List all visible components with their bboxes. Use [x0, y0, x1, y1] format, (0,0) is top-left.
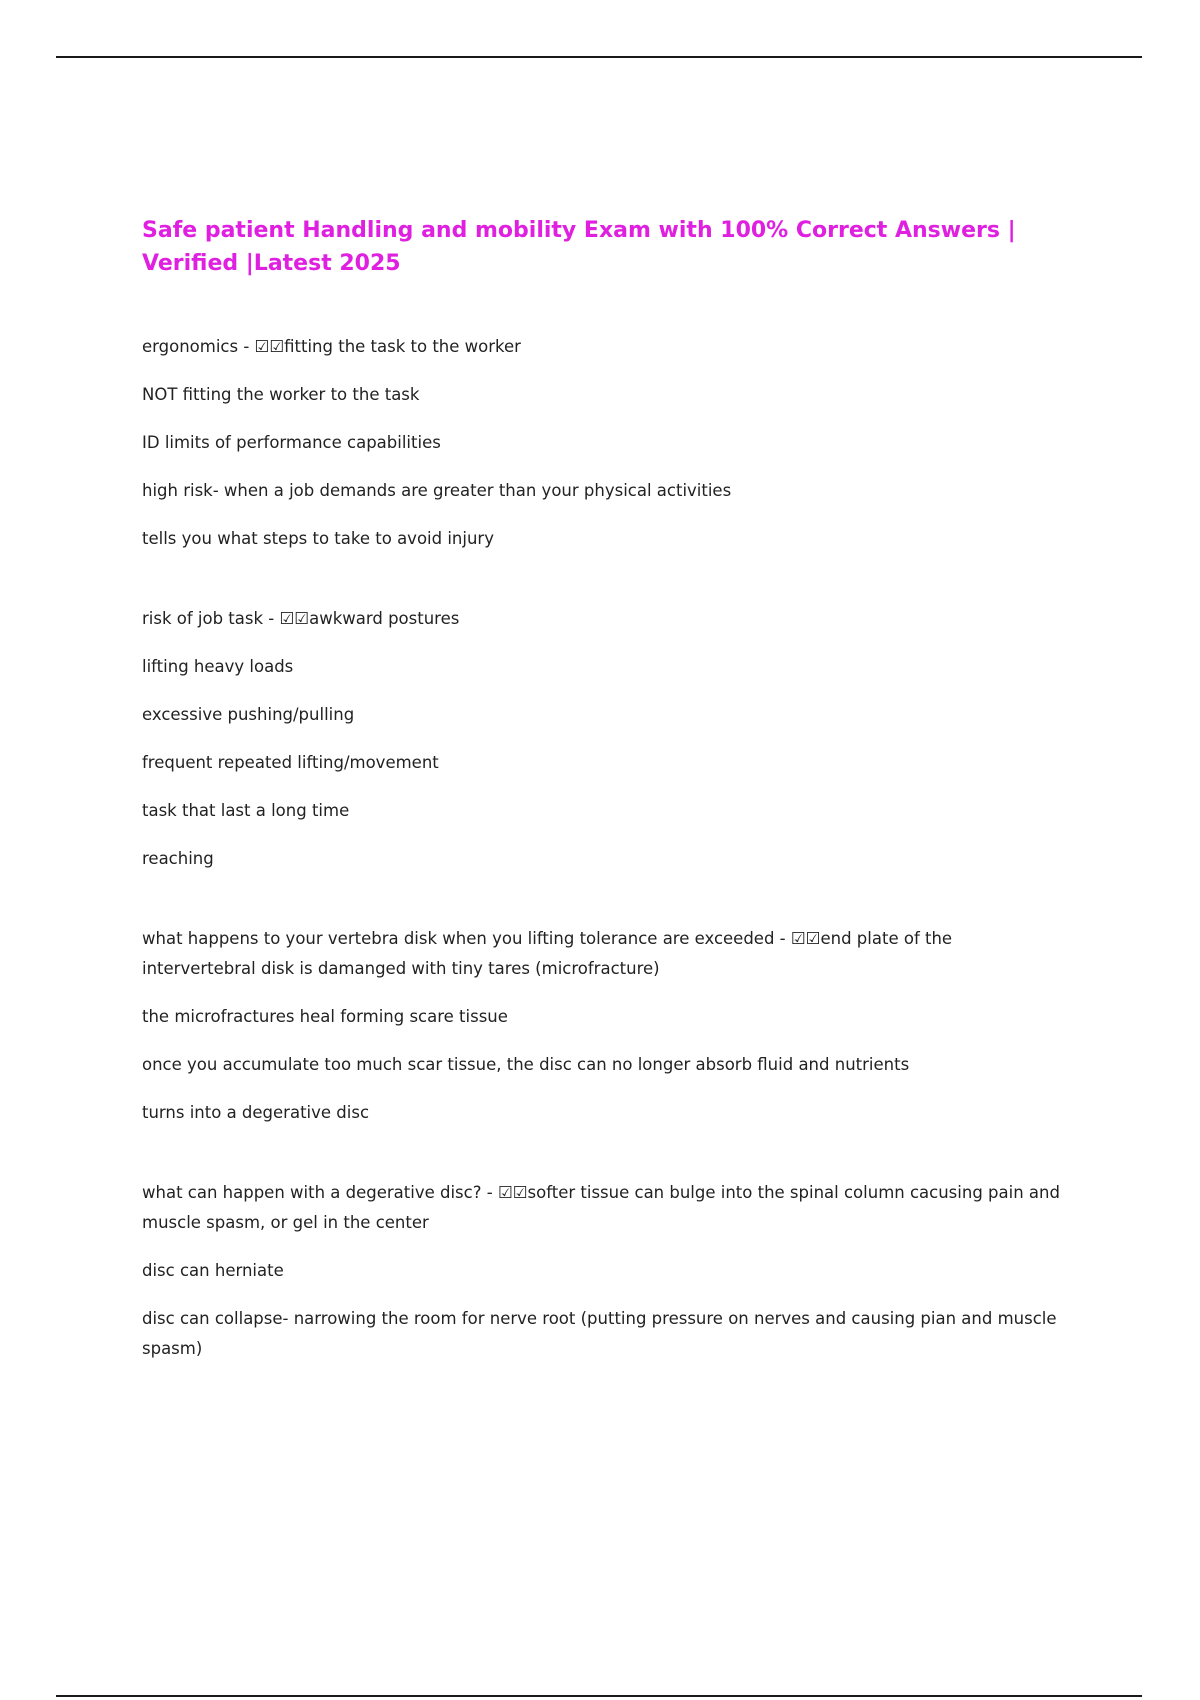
answer-line: lifting heavy loads: [142, 657, 294, 676]
question-text: what can happen with a degerative disc?: [142, 1183, 482, 1202]
separator: -: [774, 929, 791, 948]
answer-line: turns into a degerative disc: [142, 1103, 370, 1122]
qa-block: [142, 604, 1062, 874]
answer-text: softer tissue can bulge into the spinal column cacusing pain and muscle spasm, or gel in the center: [142, 1183, 1060, 1232]
document-body: [142, 214, 1062, 1414]
question-text: risk of job task: [142, 609, 264, 628]
question-text: what happens to your vertebra disk when you lifting tolerance are exceeded: [142, 929, 775, 948]
answer-line: high risk- when a job demands are greater than your physical activities: [142, 481, 732, 500]
answer-line: reaching: [142, 849, 214, 868]
checkbox-icon: ☑☑: [790, 929, 821, 948]
bottom-rule: [56, 1695, 1142, 1697]
document-title: Safe patient Handling and mobility Exam with 100% Correct Answers | Verified |Latest 2025: [142, 218, 1016, 276]
separator: -: [238, 337, 255, 356]
checkbox-icon: ☑☑: [497, 1183, 528, 1202]
separator: -: [481, 1183, 498, 1202]
answer-line: disc can collapse- narrowing the room for nerve root (putting pressure on nerves and causing pian and muscle spasm): [142, 1309, 1057, 1358]
answer-line: the microfractures heal forming scare tissue: [142, 1007, 508, 1026]
answer-line: ID limits of performance capabilities: [142, 433, 441, 452]
top-rule: [56, 56, 1142, 58]
question-text: ergonomics: [142, 337, 239, 356]
answer-line: tells you what steps to take to avoid injury: [142, 529, 494, 548]
question-line: [142, 332, 1062, 362]
answer-line: once you accumulate too much scar tissue, the disc can no longer absorb fluid and nutrients: [142, 1055, 910, 1074]
answer-line: disc can herniate: [142, 1261, 284, 1280]
separator: -: [263, 609, 280, 628]
answer-text: awkward postures: [309, 609, 460, 628]
qa-block: [142, 1178, 1062, 1364]
question-line: [142, 1178, 1062, 1238]
question-line: [142, 604, 1062, 634]
answer-line: excessive pushing/pulling: [142, 705, 355, 724]
answer-line: task that last a long time: [142, 801, 350, 820]
answer-line: NOT fitting the worker to the task: [142, 385, 420, 404]
checkbox-icon: ☑☑: [254, 337, 285, 356]
checkbox-icon: ☑☑: [279, 609, 310, 628]
answer-text: end plate of the intervertebral disk is damanged with tiny tares (microfracture): [142, 929, 953, 978]
answer-text: fitting the task to the worker: [284, 337, 521, 356]
qa-block: [142, 924, 1062, 1128]
answer-line: frequent repeated lifting/movement: [142, 753, 439, 772]
qa-block: [142, 332, 1062, 554]
question-line: [142, 924, 1062, 984]
